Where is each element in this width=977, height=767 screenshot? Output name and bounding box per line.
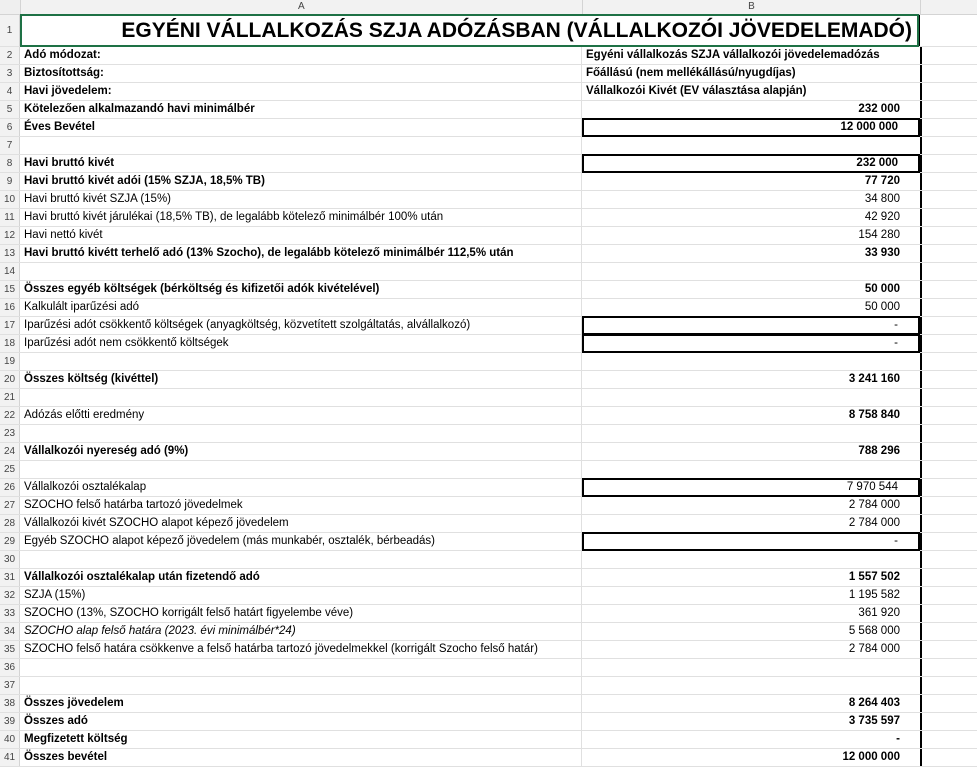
table-row (0, 173, 977, 191)
row-number[interactable]: 12 (0, 227, 20, 244)
empty-cell[interactable] (920, 461, 977, 478)
value-cell[interactable]: 12 000 000 (842, 751, 900, 763)
value-cell[interactable]: - (582, 334, 920, 353)
label-cell[interactable]: Iparűzési adót nem csökkentő költségek (20, 335, 582, 352)
label-cell[interactable] (20, 353, 582, 370)
empty-cell[interactable] (920, 587, 977, 604)
label-cell[interactable] (20, 389, 582, 406)
label-cell[interactable]: SZOCHO alap felső határa (2023. évi minimálbér*24) (20, 623, 582, 640)
label-cell[interactable]: Összes költség (kivéttel) (20, 371, 582, 388)
label-cell[interactable] (20, 461, 582, 478)
label-cell[interactable] (20, 551, 582, 568)
table-row (0, 317, 977, 335)
label-cell[interactable]: Havi jövedelem: (20, 83, 582, 100)
label-cell[interactable]: SZOCHO (13%, SZOCHO korrigált felső határt figyelembe véve) (20, 605, 582, 622)
table-row (0, 191, 977, 209)
empty-cell[interactable] (920, 137, 977, 154)
table-row (0, 65, 977, 83)
empty-cell[interactable] (920, 515, 977, 532)
row-number[interactable]: 41 (0, 749, 20, 766)
label-cell[interactable]: Összes egyéb költségek (bérköltség és kifizetői adók kivételével) (20, 281, 582, 298)
table-row (0, 533, 977, 551)
label-cell[interactable]: Összes bevétel (20, 749, 582, 766)
label-cell[interactable] (20, 677, 582, 694)
table-row (0, 263, 977, 281)
row-number[interactable]: 34 (0, 623, 20, 640)
table-row (0, 281, 977, 299)
empty-cell[interactable] (920, 425, 977, 442)
table-row (0, 587, 977, 605)
label-cell[interactable]: Összes adó (20, 713, 582, 730)
table-row (0, 335, 977, 353)
title-row (0, 15, 977, 47)
empty-cell[interactable] (920, 371, 977, 388)
table-row (0, 551, 977, 569)
label-cell[interactable]: Havi bruttó kivét adói (15% SZJA, 18,5% TB) (20, 173, 582, 190)
label-cell[interactable]: Kalkulált iparűzési adó (20, 299, 582, 316)
label-cell[interactable]: Kötelezően alkalmazandó havi minimálbér (20, 101, 582, 118)
empty-cell[interactable] (920, 317, 977, 334)
empty-cell[interactable] (920, 47, 977, 64)
label-cell[interactable]: SZJA (15%) (20, 587, 582, 604)
value-cell[interactable]: 1 557 502 (848, 571, 900, 583)
value-cell[interactable]: 2 784 000 (848, 517, 900, 529)
table-row (0, 623, 977, 641)
value-cell[interactable] (582, 263, 920, 280)
row-number[interactable]: 39 (0, 713, 20, 730)
column-header-b[interactable]: B (583, 0, 921, 14)
table-row (0, 47, 977, 65)
value-cell[interactable]: 3 735 597 (848, 715, 900, 727)
empty-cell[interactable] (920, 353, 977, 370)
empty-cell[interactable] (920, 299, 977, 316)
value-cell[interactable]: 77 720 (864, 175, 900, 187)
row-number[interactable]: 35 (0, 641, 20, 658)
value-cell[interactable]: 3 241 160 (848, 373, 900, 385)
table-row (0, 101, 977, 119)
table-row (0, 605, 977, 623)
value-cell[interactable]: 12 000 000 (582, 118, 920, 137)
row-number[interactable]: 11 (0, 209, 20, 226)
label-cell[interactable]: SZOCHO felső határba tartozó jövedelmek (20, 497, 582, 514)
value-cell[interactable]: 361 920 (858, 607, 900, 619)
empty-cell[interactable] (920, 245, 977, 262)
value-cell[interactable] (582, 659, 920, 676)
table-row (0, 677, 977, 695)
row-number[interactable]: 8 (0, 155, 20, 172)
select-all-corner[interactable] (0, 0, 21, 14)
row-number[interactable]: 14 (0, 263, 20, 280)
empty-cell[interactable] (920, 479, 977, 496)
empty-cell[interactable] (920, 443, 977, 460)
empty-cell[interactable] (920, 191, 977, 208)
table-row (0, 389, 977, 407)
row-number[interactable]: 18 (0, 335, 20, 352)
data-rows (0, 47, 977, 767)
empty-cell[interactable] (920, 677, 977, 694)
table-row (0, 155, 977, 173)
table-row (0, 443, 977, 461)
value-cell[interactable] (582, 353, 920, 370)
row-number[interactable]: 25 (0, 461, 20, 478)
empty-cell[interactable] (920, 659, 977, 676)
label-cell[interactable]: Vállalkozói nyereség adó (9%) (20, 443, 582, 460)
table-row (0, 119, 977, 137)
table-row (0, 83, 977, 101)
empty-cell[interactable] (920, 497, 977, 514)
column-header-a[interactable]: A (21, 0, 583, 14)
empty-cell[interactable] (920, 623, 977, 640)
row-number[interactable]: 16 (0, 299, 20, 316)
row-number[interactable]: 36 (0, 659, 20, 676)
value-cell[interactable]: - (582, 532, 920, 551)
label-cell[interactable]: Megfizetett költség (20, 731, 582, 748)
table-row (0, 479, 977, 497)
label-cell[interactable]: Havi bruttó kivét SZJA (15%) (20, 191, 582, 208)
table-row (0, 353, 977, 371)
table-row (0, 515, 977, 533)
empty-cell[interactable] (920, 533, 977, 550)
label-cell[interactable]: Havi bruttó kivét járulékai (18,5% TB), de legalább kötelező minimálbér 100% után (20, 209, 582, 226)
table-row (0, 713, 977, 731)
value-cell[interactable]: 8 758 840 (848, 409, 900, 421)
label-cell[interactable] (20, 425, 582, 442)
table-row (0, 209, 977, 227)
table-row (0, 461, 977, 479)
value-cell[interactable]: 2 784 000 (848, 499, 900, 511)
empty-cell[interactable] (920, 101, 977, 118)
label-cell[interactable]: Havi bruttó kivét (20, 155, 582, 172)
table-row (0, 641, 977, 659)
value-cell[interactable] (582, 461, 920, 478)
row-number[interactable]: 4 (0, 83, 20, 100)
value-cell[interactable]: Vállalkozói Kivét (EV választása alapján) (586, 85, 807, 97)
table-row (0, 299, 977, 317)
table-row (0, 371, 977, 389)
empty-cell[interactable] (920, 605, 977, 622)
value-cell[interactable] (582, 137, 920, 154)
row-number[interactable]: 2 (0, 47, 20, 64)
label-cell[interactable]: Éves Bevétel (20, 119, 582, 136)
table-row (0, 731, 977, 749)
label-cell[interactable]: Vállalkozói kivét SZOCHO alapot képező jövedelem (20, 515, 582, 532)
row-number[interactable]: 23 (0, 425, 20, 442)
value-cell[interactable]: 8 264 403 (848, 697, 900, 709)
sheet-title[interactable]: EGYÉNI VÁLLALKOZÁS SZJA ADÓZÁSBAN (VÁLLALKOZÓI JÖVEDELEMADÓ) (20, 15, 920, 46)
row-number[interactable]: 13 (0, 245, 20, 262)
value-cell[interactable]: 788 296 (858, 445, 900, 457)
table-row (0, 749, 977, 767)
row-number[interactable]: 26 (0, 479, 20, 496)
row-number[interactable]: 9 (0, 173, 20, 190)
value-cell[interactable]: - (582, 316, 920, 335)
row-number[interactable]: 27 (0, 497, 20, 514)
empty-cell[interactable] (920, 227, 977, 244)
label-cell[interactable]: Vállalkozói osztalékalap után fizetendő adó (20, 569, 582, 586)
row-number[interactable]: 3 (0, 65, 20, 82)
value-cell[interactable]: 50 000 (864, 283, 900, 295)
row-number[interactable]: 37 (0, 677, 20, 694)
row-number[interactable]: 31 (0, 569, 20, 586)
row-number[interactable]: 7 (0, 137, 20, 154)
empty-cell[interactable] (920, 407, 977, 424)
row-number[interactable]: 1 (0, 15, 20, 46)
row-number[interactable]: 28 (0, 515, 20, 532)
empty-cell[interactable] (920, 641, 977, 658)
label-cell[interactable]: Havi nettó kivét (20, 227, 582, 244)
label-cell[interactable]: Havi bruttó kivétt terhelő adó (13% Szocho), de legalább kötelező minimálbér 112,5% után (20, 245, 582, 262)
value-cell[interactable] (582, 425, 920, 442)
label-cell[interactable]: Biztosítottság: (20, 65, 582, 82)
empty-cell[interactable] (920, 83, 977, 100)
label-cell[interactable]: SZOCHO felső határa csökkenve a felső határba tartozó jövedelmekkel (korrigált Szocho felső határ) (20, 641, 582, 658)
row-number[interactable]: 21 (0, 389, 20, 406)
empty-cell[interactable] (920, 65, 977, 82)
value-cell[interactable] (582, 389, 920, 406)
row-number[interactable]: 19 (0, 353, 20, 370)
column-header-row (0, 0, 977, 15)
label-cell[interactable]: Adó módozat: (20, 47, 582, 64)
row-number[interactable]: 33 (0, 605, 20, 622)
empty-cell[interactable] (920, 335, 977, 352)
empty-cell[interactable] (920, 713, 977, 730)
row-number[interactable]: 20 (0, 371, 20, 388)
value-cell[interactable]: 2 784 000 (848, 643, 900, 655)
value-cell[interactable]: 1 195 582 (848, 589, 900, 601)
empty-cell[interactable] (920, 173, 977, 190)
value-cell[interactable]: - (896, 733, 900, 745)
empty-cell[interactable] (920, 695, 977, 712)
table-row (0, 497, 977, 515)
row-number[interactable]: 30 (0, 551, 20, 568)
row-number[interactable]: 29 (0, 533, 20, 550)
label-cell[interactable]: Egyéb SZOCHO alapot képező jövedelem (más munkabér, osztalék, bérbeadás) (20, 533, 582, 550)
value-cell[interactable]: Egyéni vállalkozás SZJA vállalkozói jövedelemadózás (586, 49, 880, 61)
row-number[interactable]: 5 (0, 101, 20, 118)
column-header-c[interactable] (921, 0, 977, 14)
value-cell[interactable] (582, 551, 920, 568)
label-cell[interactable] (20, 263, 582, 280)
value-cell[interactable]: 5 568 000 (848, 625, 900, 637)
empty-cell[interactable] (920, 263, 977, 280)
table-row (0, 659, 977, 677)
table-row (0, 695, 977, 713)
row-number[interactable]: 15 (0, 281, 20, 298)
table-row (0, 407, 977, 425)
empty-cell[interactable] (920, 281, 977, 298)
value-cell[interactable]: 232 000 (582, 154, 920, 173)
label-cell[interactable] (20, 659, 582, 676)
table-row (0, 245, 977, 263)
row-number[interactable]: 17 (0, 317, 20, 334)
empty-cell[interactable] (920, 569, 977, 586)
empty-cell[interactable] (920, 155, 977, 172)
table-row (0, 425, 977, 443)
row-number[interactable]: 38 (0, 695, 20, 712)
row-number[interactable]: 32 (0, 587, 20, 604)
table-row (0, 227, 977, 245)
value-cell[interactable]: 50 000 (864, 301, 900, 313)
value-cell[interactable] (582, 677, 920, 694)
table-row (0, 137, 977, 155)
value-cell[interactable]: 154 280 (858, 229, 900, 241)
empty-cell[interactable] (920, 389, 977, 406)
label-cell[interactable]: Adózás előtti eredmény (20, 407, 582, 424)
value-cell[interactable]: 7 970 544 (582, 478, 920, 497)
value-cell[interactable]: 232 000 (858, 103, 900, 115)
value-cell[interactable]: 34 800 (864, 193, 900, 205)
value-cell[interactable]: Főállású (nem mellékállású/nyugdíjas) (586, 67, 796, 79)
row-number[interactable]: 10 (0, 191, 20, 208)
row-number[interactable]: 22 (0, 407, 20, 424)
empty-cell[interactable] (920, 731, 977, 748)
table-row (0, 569, 977, 587)
value-cell[interactable]: 42 920 (864, 211, 900, 223)
empty-cell[interactable] (920, 119, 977, 136)
row-number[interactable]: 40 (0, 731, 20, 748)
label-cell[interactable]: Összes jövedelem (20, 695, 582, 712)
row-number[interactable]: 6 (0, 119, 20, 136)
value-cell[interactable]: 33 930 (864, 247, 900, 259)
label-cell[interactable] (20, 137, 582, 154)
empty-cell[interactable] (920, 209, 977, 226)
empty-cell[interactable] (920, 551, 977, 568)
label-cell[interactable]: Iparűzési adót csökkentő költségek (anyagköltség, közvetített szolgáltatás, alvállalkozó) (20, 317, 582, 334)
empty-cell[interactable] (920, 749, 977, 766)
row-number[interactable]: 24 (0, 443, 20, 460)
label-cell[interactable]: Vállalkozói osztalékalap (20, 479, 582, 496)
empty-cell[interactable] (920, 15, 977, 46)
